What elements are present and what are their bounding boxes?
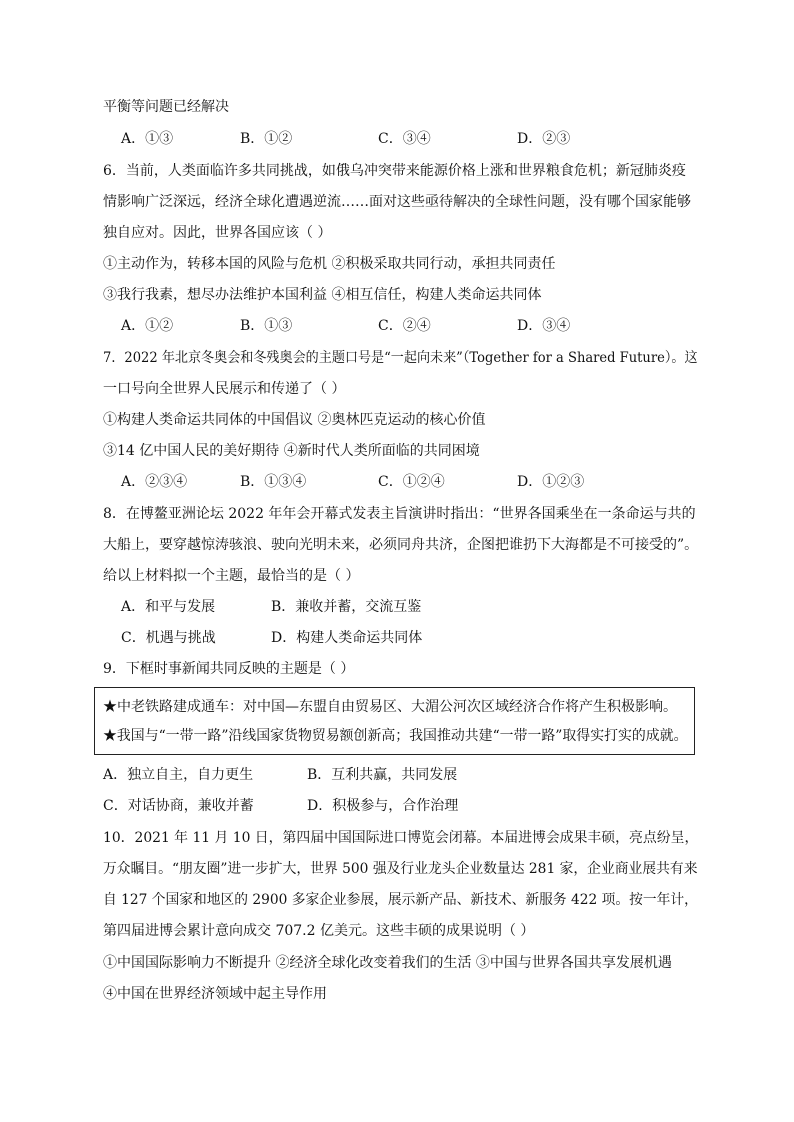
question-10-stem-1: 10．2021 年 11 月 10 日，第四届中国国际进口博览会闭幕。本届进博会成果丰硕，亮点纷呈， xyxy=(103,830,699,846)
question-7-statement-2: ③14 亿中国人民的美好期待 ④新时代人类所面临的共同困境 xyxy=(103,443,480,459)
question-10-stem-2: 万众瞩目。“朋友圈”进一步扩大，世界 500 强及行业龙头企业数量达 281 家，企业商业展共有来 xyxy=(103,861,698,877)
question-8-stem-3: 给以上材料拟一个主题，最恰当的是（ ） xyxy=(103,568,360,584)
option-c[interactable]: C．对话协商，兼收并蓄 xyxy=(103,798,254,814)
option-d[interactable]: D．②③ xyxy=(517,131,571,147)
option-a[interactable]: A．和平与发展 xyxy=(121,599,216,615)
question-5-options xyxy=(121,129,701,149)
question-10-statement-2: ④中国在世界经济领域中起主导作用 xyxy=(103,986,327,1002)
question-10-stem-4: 第四届进博会累计意向成交 707.2 亿美元。这些丰硕的成果说明（ ） xyxy=(103,923,535,939)
option-b[interactable]: B．互利共赢，共同发展 xyxy=(307,767,458,783)
question-6-stem-3: 独自应对。因此，世界各国应该（ ） xyxy=(103,225,332,241)
news-box xyxy=(94,687,695,755)
question-8-stem-2: 大船上，要穿越惊涛骇浪、驶向光明未来，必须同舟共济，企图把谁扔下大海都是不可接受的”。 xyxy=(103,537,699,553)
question-6-stem-2: 情影响广泛深远，经济全球化遭遇逆流……面对这些亟待解决的全球性问题，没有哪个国家能够 xyxy=(103,194,691,210)
question-9-options-row-1 xyxy=(103,765,683,785)
option-d[interactable]: D．①②③ xyxy=(517,474,585,490)
option-b[interactable]: B．兼收并蓄，交流互鉴 xyxy=(271,599,422,615)
option-b[interactable]: B．①③ xyxy=(240,318,293,334)
question-7-options xyxy=(121,472,701,492)
option-d[interactable]: D．积极参与，合作治理 xyxy=(307,798,459,814)
question-8-stem-1: 8．在博鳌亚洲论坛 2022 年年会开幕式发表主旨演讲时指出：“世界各国乘坐在一条命运与共的 xyxy=(103,506,696,522)
question-9-options-row-2 xyxy=(103,796,683,816)
question-8-options-row-1 xyxy=(121,597,701,617)
option-a[interactable]: A．②③④ xyxy=(121,474,188,490)
question-6-statement-1: ①主动作为，转移本国的风险与危机 ②积极采取共同行动，承担共同责任 xyxy=(103,256,556,272)
option-c[interactable]: C．②④ xyxy=(378,318,431,334)
question-7-statement-1: ①构建人类命运共同体的中国倡议 ②奥林匹克运动的核心价值 xyxy=(103,412,486,428)
question-6-statement-2: ③我行我素，想尽办法维护本国利益 ④相互信任，构建人类命运共同体 xyxy=(103,287,542,303)
option-a[interactable]: A．独立自主，自力更生 xyxy=(103,767,254,783)
question-7-stem-1: 7．2022 年北京冬奥会和冬残奥会的主题口号是“一起向未来”（Together for a Shared Future）。这 xyxy=(103,350,698,366)
question-9-stem: 9．下框时事新闻共同反映的主题是（ ） xyxy=(103,661,355,677)
question-8-options-row-2 xyxy=(121,628,701,648)
news-item-2: ★我国与“一带一路”沿线国家货物贸易额创新高；我国推动共建“一带一路”取得实打实的成就。 xyxy=(103,728,688,744)
option-c[interactable]: C．①②④ xyxy=(378,474,445,490)
option-c[interactable]: C．③④ xyxy=(378,131,431,147)
question-5-text-tail: 平衡等问题已经解决 xyxy=(103,99,229,115)
option-d[interactable]: D．构建人类命运共同体 xyxy=(271,630,423,646)
option-b[interactable]: B．①③④ xyxy=(240,474,307,490)
question-6-stem-1: 6．当前，人类面临许多共同挑战，如俄乌冲突带来能源价格上涨和世界粮食危机；新冠肺炎疫 xyxy=(103,163,686,179)
option-a[interactable]: A．①③ xyxy=(121,131,174,147)
news-item-1: ★中老铁路建成通车：对中国—东盟自由贸易区、大湄公河次区域经济合作将产生积极影响。 xyxy=(103,699,677,715)
question-10-stem-3: 自 127 个国家和地区的 2900 多家企业参展，展示新产品、新技术、新服务 422 项。按一年计， xyxy=(103,892,698,908)
question-7-stem-2: 一口号向全世界人民展示和传递了（ ） xyxy=(103,381,346,397)
option-b[interactable]: B．①② xyxy=(240,131,293,147)
option-a[interactable]: A．①② xyxy=(121,318,174,334)
question-10-statement-1: ①中国国际影响力不断提升 ②经济全球化改变着我们的生活 ③中国与世界各国共享发展机遇 xyxy=(103,955,672,971)
question-6-options xyxy=(121,316,701,336)
option-c[interactable]: C．机遇与挑战 xyxy=(121,630,216,646)
option-d[interactable]: D．③④ xyxy=(517,318,571,334)
